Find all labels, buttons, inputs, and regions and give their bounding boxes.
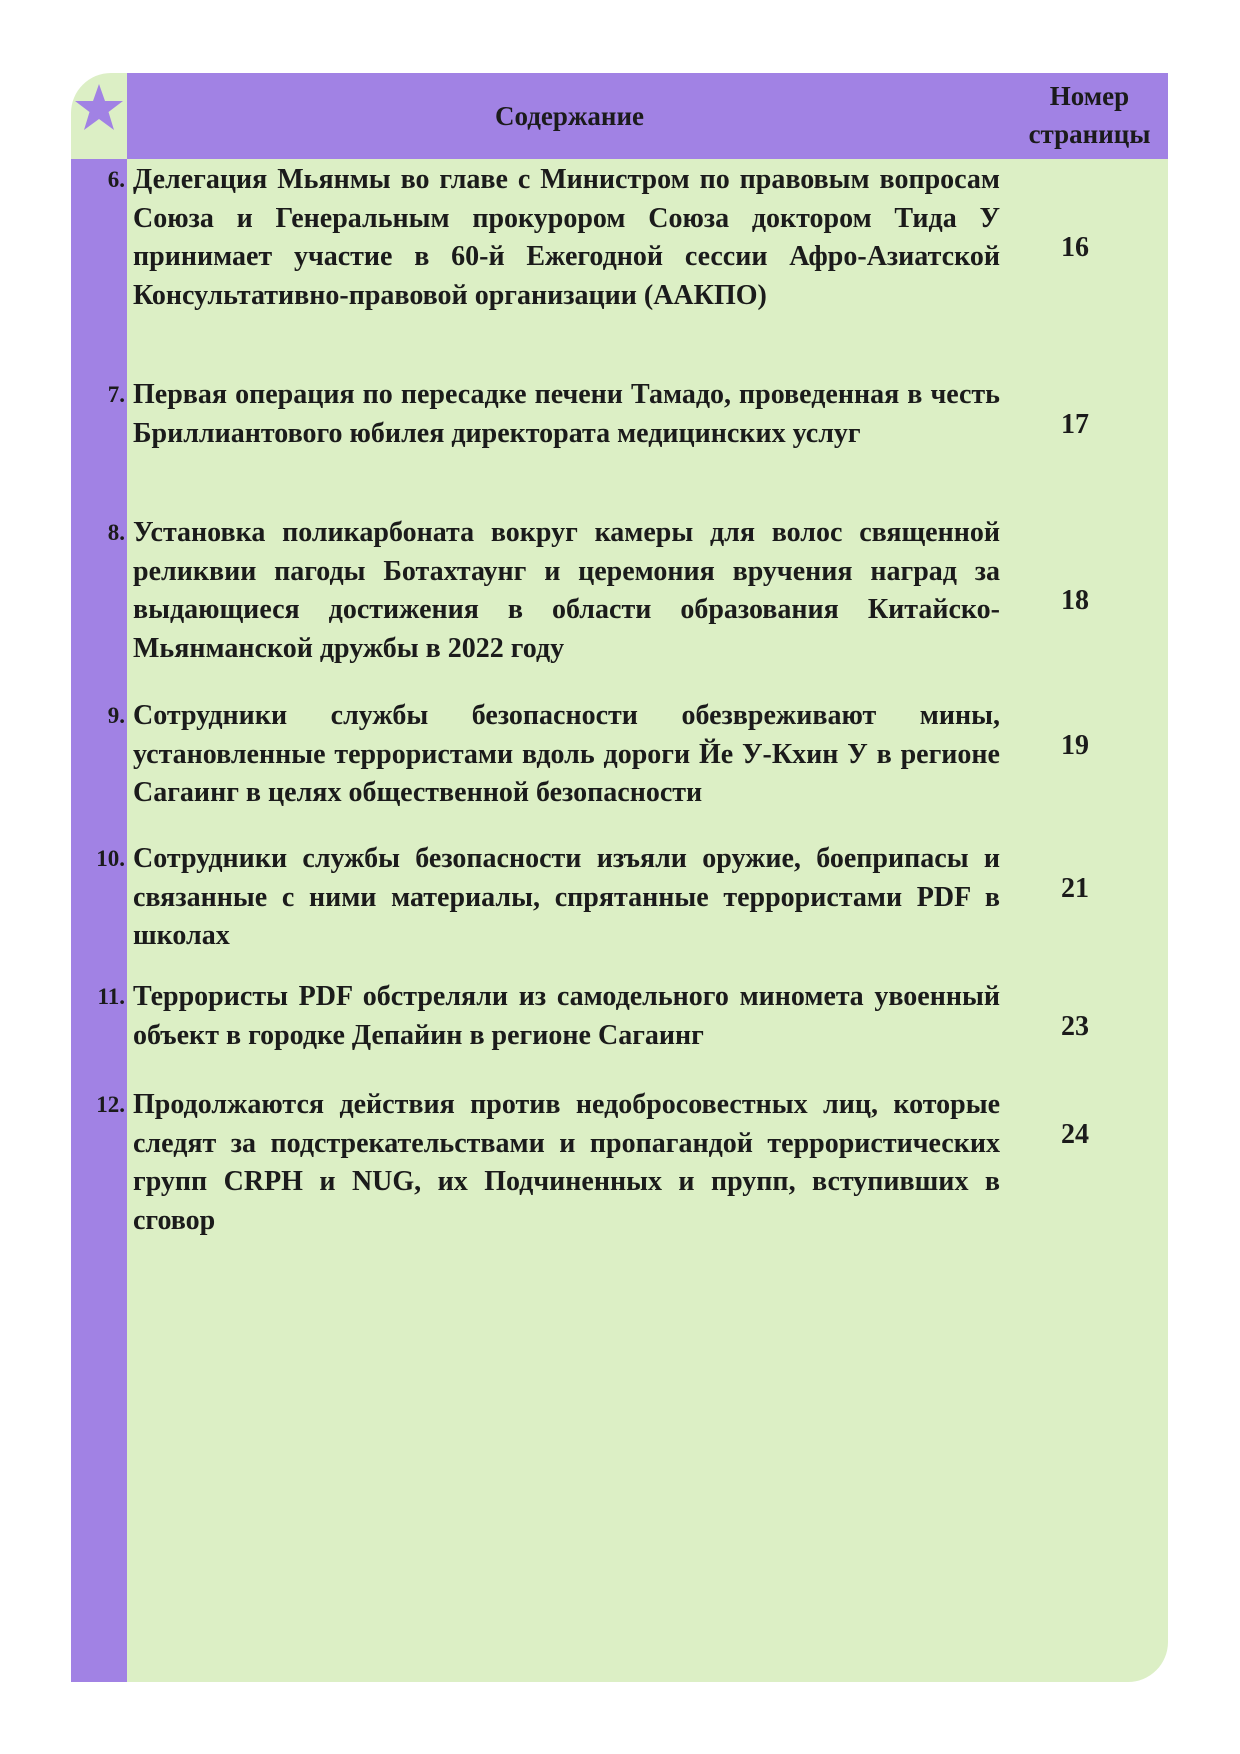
entry-number: 8. bbox=[107, 520, 125, 545]
entry-page: 21 bbox=[1061, 873, 1089, 904]
star-icon bbox=[74, 82, 124, 132]
entry-number: 6. bbox=[107, 167, 125, 192]
page-number-header-line2: страницы bbox=[1028, 119, 1151, 149]
entry-page: 18 bbox=[1061, 585, 1089, 616]
entry-page: 23 bbox=[1061, 1011, 1089, 1042]
entry-number: 10. bbox=[96, 846, 125, 871]
entry-title[interactable]: Делегация Мьянмы во главе с Министром по правовым вопросам Союза и Генеральным прокурором Союза доктором Тида У принимает участие в 60-й Ежегодной сессии Афро-Азиатской Консультативно-правовой организации (ААКПО) bbox=[133, 164, 1000, 311]
entry-number: 11. bbox=[97, 984, 125, 1009]
entry-title[interactable]: Сотрудники службы безопасности изъяли оружие, боеприпасы и связанные с ними материалы, спрятанные террористами PDF в школах bbox=[133, 843, 1000, 951]
entry-page: 19 bbox=[1061, 730, 1089, 761]
entry-number: 12. bbox=[96, 1092, 125, 1117]
page-number-header-line1: Номер bbox=[1049, 81, 1130, 111]
entry-number: 9. bbox=[107, 703, 125, 728]
entry-page: 24 bbox=[1061, 1119, 1089, 1150]
page-number-header bbox=[1011, 77, 1168, 159]
entry-page: 17 bbox=[1061, 409, 1089, 440]
toc-panel bbox=[71, 73, 1168, 1682]
entry-title[interactable]: Террористы PDF обстреляли из самодельного минометa увоенный объект в городке Депайин в регионе Сагаинг bbox=[133, 981, 1000, 1051]
entry-page: 16 bbox=[1061, 232, 1089, 263]
entry-title[interactable]: Сотрудники службы безопасности обезвреживают мины, установленные террористами вдоль дороги Йе У-Кхин У в регионе Сагаинг в целях общественной безопасности bbox=[133, 700, 1000, 808]
entry-number: 7. bbox=[107, 382, 125, 407]
entry-title[interactable]: Установка поликарбоната вокруг камеры для волос священной реликвии пагоды Ботахтаунг и церемония вручения наград за выдающиеся достижения в области образования Китайско-Мьянманской дружбы в 2022 году bbox=[133, 517, 1000, 664]
entry-title[interactable]: Первая операция по пересадке печени Тамадо, проведенная в честь Бриллиантового юбилея директората медицинских услуг bbox=[133, 379, 1000, 449]
entry-title[interactable]: Продолжаются действия против недобросовестных лиц, которые следят за подстрекательствами и пропагандой террористических групп CRPH и NUG, их Подчиненных и прупп, вступивших в сговор bbox=[133, 1089, 1000, 1236]
toc-title: Содержание bbox=[494, 100, 645, 131]
